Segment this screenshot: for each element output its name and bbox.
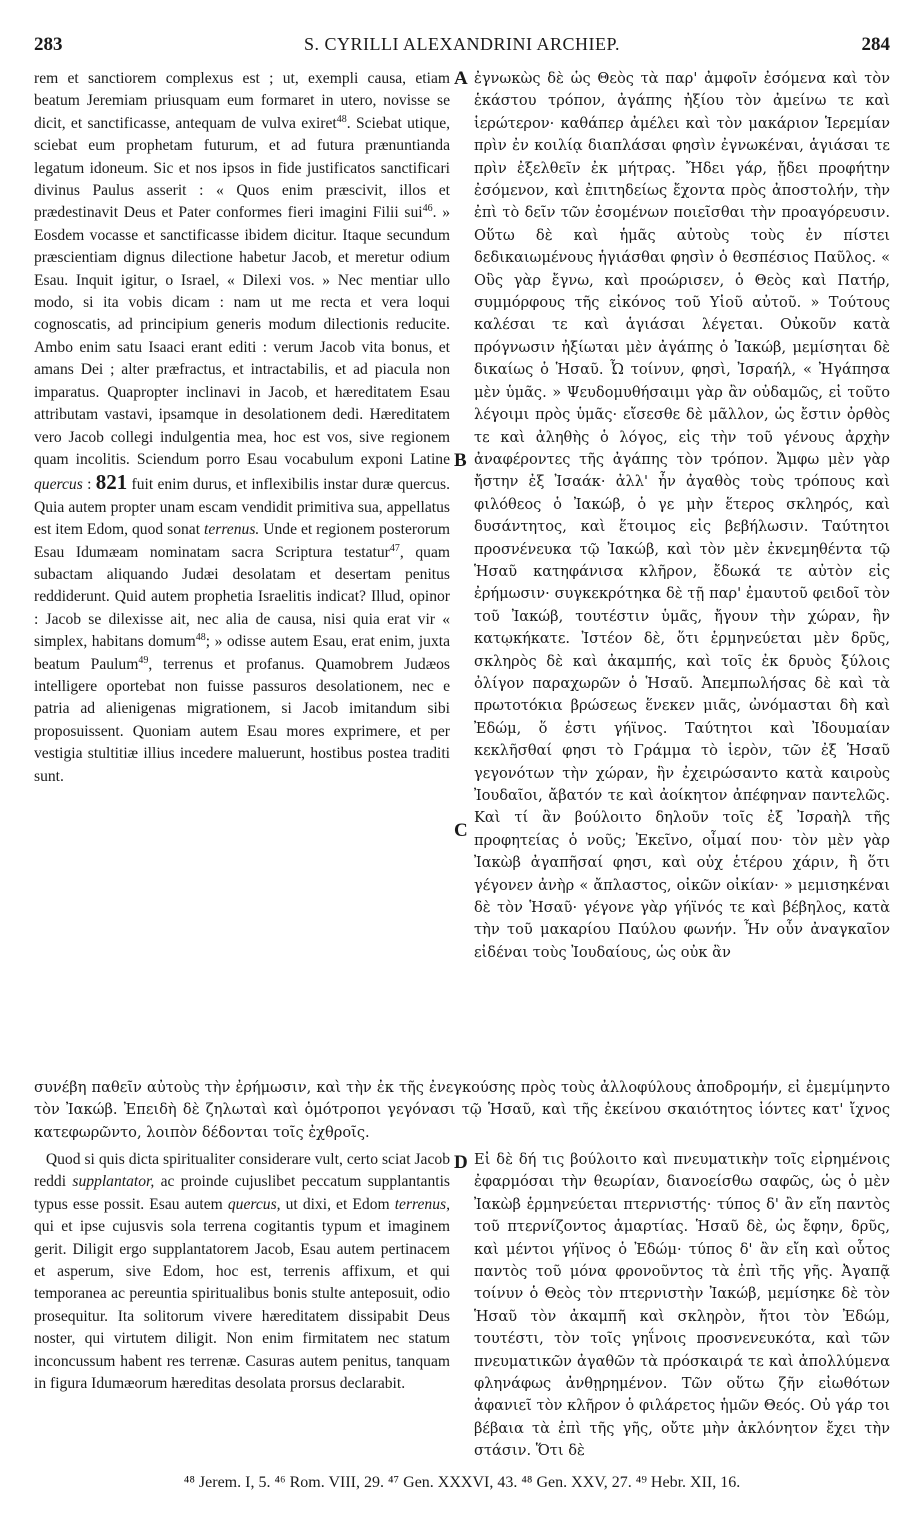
footnote-ref: 47 (389, 542, 400, 554)
page-number-left: 283 (34, 34, 63, 55)
latin-text: . Sciebat utique, sciebat eum prophetam futurum, et ad futura prænuntianda legatum idoneum. Sic et nos ipsos in fide justificatos sanctificari divinus Paulus asserit : « Quos enim præscivit, illos et prædestinavit Deus et Pater conformes fieri imagini Filii sui (34, 114, 451, 222)
column-number: 821 (95, 470, 128, 495)
latin-text: qui et ipse cujusvis sola terrena cogitantis typum et imaginem gerit. Diligit ergo supplantatorem Jacob, Esau autem pertinacem et asperum, sive Edom, hoc est, terrenis affixum, et qui temporanea ac pereuntia spiritualibus bonis stulte anteposuit, odio prosequitur. Ita solitorum vivere hæreditatem dissipabit Deus noster, qui virtutem diligit. Non enim firmitatem nec statum inconcussum habent res terrenæ. Casuras autem penitus, tanquam in figura Idumæorum hæreditas desolata prorsus declarabit. (34, 1218, 450, 1393)
section-marker-c: C (454, 820, 468, 841)
greek-paragraph: συνέβη παθεῖν αὐτοὺς τὴν ἐρήμωσιν, καὶ τὴν ἐκ τῆς ἐνεγκούσης πρὸς τοὺς ἀλλοφύλους ἀποδρομήν, εἰ ἐμεμίμηντο τὸν Ἰακώβ. Ἐπειδὴ δὲ ζηλωταὶ καὶ ὁμότροποι γεγόνασι τῷ Ἡσαῦ, καὶ τῆς ἐκείνου σκαιότητος ἰόντες κατ' ἴχνος κατεφωρῶντο, λοιπὸν δέδονται τοῖς ἐχθροῖς. (34, 1079, 890, 1141)
footnote-ref: 46 (422, 203, 433, 215)
latin-italic-term: terrenus, (394, 1195, 450, 1213)
latin-paragraph: rem et sanctiorem complexus est ; ut, exempli causa, etiam beatum Jeremiam priusquam eum formaret in utero, novisse se dicit, et sanctificasse, antequam de vulva exiret$^{48}$. Sciebat utique, sciebat eum prophetam futurum, et ad futura prænuntianda legatum idoneum. Sic et nos ipsos in fide justificatos sanctificari divinus Paulus asserit : « Quos enim præscivit, illos et prædestinavit Deus et Pater conformes fieri imagini Filii sui$^{46}$. » Eosdem vocasse et sanctificasse ibidem dicitur. Itaque secundum præscientiam dignus dilectione habetur Jacob, et meretur odium Esau. Inquit igitur, o Israel, « Dilexi vos. » Nec mentiar ullo modo, si ita vobis dicam : nam ut me recta et vera loqui cognoscatis, ad principium generis modum dilectionis reducite. Ambo enim satu Isaaci erant editi : verum Jacob vita bonus, et amans Dei ; alter præfractus, et intractabilis, et ad piacula non imparatus. Quapropter inclinavi in Jacob, et hæreditatem Esau attributam vastavi, ipsamque in desolationem dedi. Hæreditatem vero Jacob collegi indulgentia mea, hoc est vos, sive regionem quam incolitis. Sciendum porro Esau vocabulum exponi Latine quercus : 821 fuit enim durus, et inflexibilis instar duræ quercus. Quia autem propter unam escam vendidit primitiva sua, appellatus est item Edom, quod sonat terrenus. Unde et regionem posterorum Esau Idumæam nominatam sacra Scriptura testatur$^{47}$, quam subactam aliquando Judæi desolatam et desertam penitus reddiderunt. Quid autem prophetia Israelitis indicat? Illud, opinor : Jacob se dilexisse ait, nec alia de causa, nisi quia erat vir « simplex, habitans domum$^{48}$; » odisse autem Esau, erat enim, juxta beatum Paulum$^{49}$, terrenus et profanus. Quamobrem Judæos intelligere oportebat non fuisse passuros desolationem, nec e patria ad alienigenas migrationem, si Jacob imitandum sibi proposuissent. Quoniam autem Esau mores exprimere, et per vestigia stultitiæ illius incedere maluerunt, hostibus postea traditi sunt. (34, 70, 451, 785)
latin-text: ac proinde cujuslibet peccatum supplantantis typus esse possit. Esau autem (34, 1173, 450, 1213)
latin-text: , terrenus et profanus. Quamobrem Judæos intelligere oportebat non fuisse passuros desolationem, nec e patria ad alienigenas migrationem, si Jacob imitandum sibi proposuissent. Quoniam autem Esau mores exprimere, et per vestigia stultitiæ illius incedere maluerunt, hostibus postea traditi sunt. (34, 655, 450, 785)
latin-text: , quam subactam aliquando Judæi desolatam et desertam penitus reddiderunt. Quid autem prophetia Israelitis indicat? Illud, opinor : Jacob se dilexisse ait, nec alia de causa, nisi quia erat vir « simplex, habitans domum (34, 543, 450, 651)
latin-italic-term: terrenus. (204, 521, 260, 539)
section-marker-b: B (454, 450, 467, 471)
section-marker-a: A (454, 68, 468, 89)
page-header (34, 34, 890, 62)
greek-paragraph: Εἰ δὲ δή τις βούλοιτο καὶ πνευματικὴν τοῖς εἰρημένοις ἐφαρμόσαι τὴν θεωρίαν, διανοείσθω σαφῶς, ὡς ὁ μὲν Ἰακὼβ ἑρμηνεύεται πτερνιστής· τύπος δ' ἂν εἴη παντὸς τοῦ πτερνίζοντος ἁμαρτίας. Ἡσαῦ δὲ, ὡς ἔφην, δρῦς, καὶ μέντοι γήϊνος ὁ Ἐδώμ· τύπος δ' ἂν εἴη καὶ οὗτος παντὸς τοῦ μόνα φρονοῦντος τὰ ἐπὶ τῆς γῆς. Ἀγαπᾷ τοίνυν ὁ Θεὸς τὸν πτερνιστὴν Ἰακώβ, μεμίσηκε δὲ τὸν Ἡσαῦ τὸν ἀκαμπῆ καὶ σκληρὸν, ἤτοι τὸν Ἐδώμ, τουτέστι, τὸν τοῖς γηΐνοις προσνενευκότα, καὶ τῶν πνευματικῶν ἀγαθῶν τὰ πρόσκαιρά τε καὶ ἀπολλύμενα φληνάφως ἀνθῃρημένον. Τῶν οὕτω ζῆν εἰωθότων ἀφανιεῖ τὸν κλῆρον ὁ φιλάρετος ἡμῶν Θεός. Οὐ γάρ τοι βέβαια τὰ ἐπὶ τῆς γῆς, οὔτε μὴν ἀκλόνητον ἔχει τὴν στάσιν. Ὅτι δὲ (474, 1151, 890, 1460)
latin-column-upper (34, 68, 450, 1076)
greek-column-lower (474, 1149, 890, 1460)
greek-paragraph: ἐγνωκὼς δὲ ὡς Θεὸς τὰ παρ' ἀμφοῖν ἐσόμενα καὶ τὸν ἑκάστου τρόπον, ἀγάπης ἠξίου τὸν ἀμείνω τε καὶ ἱερώτερον· καθάπερ ἀμέλει καὶ τὸν μακάριον Ἱερεμίαν πρὶν ἐν κοιλίᾳ διαπλάσαι φησὶν ἐγνωκέναι, ἁγιάσαι τε πρὶν ἐξελθεῖν ἐκ μήτρας. Ἤδει γάρ, ᾔδει προφήτην ἐσόμενον, καὶ ἐπιτηδείως ἔχοντα πρὸς ἀποστολήν, τὴν ἐπὶ τὸ δεῖν τῶν ἐσομένων ποιεῖσθαι τὴν προαγόρευσιν. Οὕτω δὲ καὶ ἡμᾶς αὐτοὺς τοὺς ἐν πίστει δεδικαιωμένους ἡγιάσθαι φησὶν ὁ θεσπέσιος Παῦλος. « Οὓς γὰρ ἔγνω, καὶ προώρισεν, ὁ Θεὸς καὶ Πατήρ, συμμόρφους τῆς εἰκόνος τοῦ Υἱοῦ αὐτοῦ. » Τούτους καλέσαι τε καὶ ἁγιάσαι λέγεται. Οὐκοῦν κατὰ πρόγνωσιν ἠξίωται μὲν ἀγάπης ὁ Ἰακώβ, μεμίσηται δὲ δικαίως ὁ Ἡσαῦ. Ὦ τοίνυν, φησὶ, Ἰσραήλ, « Ἠγάπησα μὲν ὑμᾶς. » Ψευδομυθήσαιμι γὰρ ἂν οὐδαμῶς, εἰ τοῦτο λέγοιμι πρὸς ὑμᾶς· εἴσεσθε δὲ μᾶλλον, ὡς ἔστιν ὀρθὸς τε καὶ ἀληθὴς ὁ λόγος, εἰς τὴν τοῦ γένους ἀρχὴν ἀναφέροντες τῆς ἀγάπης τὸν τρόπον. Ἄμφω μὲν γὰρ ἤστην ἐξ Ἰσαάκ· ἀλλ' ἦν ἀγαθὸς τοὺς τρόπους καὶ φιλόθεος ὁ Ἰακώβ, ὁ γε μὴν ἕτερος σκληρός, καὶ δυσάντητος, καὶ ἕτοιμος εἰς βεβήλωσιν. Ταύτητοι προσνένευκα τῷ Ἰακώβ, καὶ τὸν μὲν ἐκνεμηθέντα τῷ Ἡσαῦ κατηφάνισα κλῆρον, ἔδωκά τε αὐτὸν εἰς ἐρήμωσιν· συγκεκρότηκα δὲ τῇ παρ' ἐμαυτοῦ φειδοῖ τὸν τοῦ Ἰακώβ, τουτέστιν ὑμᾶς, ἤγουν τὴν χώραν, ἣν κατῳκήκατε. Ἰστέον δὲ, ὅτι ἑρμηνεύεται μὲν δρῦς, σκληρὸς δὲ καὶ ἀκαμπής, καὶ τοῖς ἐκ δρυὸς ξύλοις ὀλίγον παραχωρῶν ὁ Ἡσαῦ. Ἀπεμπωλήσας δὲ καὶ τὰ πρωτοτόκια βρώσεως ἕνεκεν μιᾶς, ὠνόμασται δὴ καὶ Ἐδώμ, ὅ ἐστι γήϊνος. Ταύτητοι καὶ Ἰδουμαίαν κεκλῆσθαί φησι τὸ Γράμμα τὸ ἱερὸν, τῶν ἐξ Ἡσαῦ γεγονότων τὴν χώραν, ἣν ἐχειρώσαντο κατὰ καιροὺς Ἰουδαῖοι, ἄβατόν τε καὶ ἀοίκητον ἀπέφηναν παντελῶς. Καὶ τί ἂν βούλοιτο δηλοῦν τοῖς ἐξ Ἰσραὴλ τῆς προφητείας ὁ νοῦς; Ἐκεῖνο, οἶμαί που· τὸν μὲν γὰρ Ἰακὼβ ἀγαπῆσαί φησι, καὶ οὐχ ἑτέρου χάριν, ἢ ὅτι γέγονεν ἀνὴρ « ἄπλαστος, οἰκῶν οἰκίαν· » μεμισηκέναι δὲ τὸν Ἡσαῦ· γέγονε γὰρ γήϊνός τε καὶ βέβηλος, κατὰ τὴν τοῦ μακαρίου Παύλου φωνήν. Ἦν οὖν ἀναγκαῖον εἰδέναι τοὺς Ἰουδαίους, ὡς οὐκ ἂν (474, 70, 890, 961)
latin-column-lower (34, 1149, 450, 1439)
latin-text: fuit enim durus, et inflexibilis instar duræ quercus. Quia autem propter unam escam vendidit primitiva sua, appellatus est item Edom, quod sonat (34, 476, 450, 539)
footnote-ref: 49 (138, 654, 149, 666)
greek-column-upper (474, 68, 890, 1076)
latin-italic-term: supplantator, (72, 1173, 155, 1191)
section-marker-d: D (454, 1152, 468, 1173)
latin-italic-term: quercus (34, 476, 83, 494)
footnote-ref: 48 (336, 113, 347, 125)
latin-text: Quod si quis dicta spiritualiter considerare vult, certo sciat Jacob reddi (34, 1151, 450, 1191)
greek-full-width-passage (34, 1077, 890, 1146)
page-title: S. CYRILLI ALEXANDRINI ARCHIEP. (303, 34, 620, 54)
footnotes: ⁴⁸ Jerem. I, 5. ⁴⁶ Rom. VIII, 29. ⁴⁷ Gen. XXXVI, 43. ⁴⁸ Gen. XXV, 27. ⁴⁹ Hebr. XII, 16. (183, 1474, 741, 1491)
latin-paragraph (34, 1149, 450, 1395)
latin-text: ; » odisse autem Esau, erat enim, juxta beatum Paulum (34, 633, 450, 673)
latin-italic-term: quercus, (227, 1195, 281, 1213)
latin-text: Unde et regionem posterorum Esau Idumæam nominatam sacra Scriptura testatur (34, 521, 451, 561)
latin-text: rem et sanctiorem complexus est ; ut, exempli causa, etiam beatum Jeremiam priusquam eum formaret in utero, novisse se dicit, et sanctificasse, antequam de vulva exiret (34, 70, 450, 132)
footnote-ref: 48 (195, 631, 206, 643)
latin-text: ut dixi, et Edom (285, 1195, 390, 1213)
page-number-right: 284 (861, 34, 890, 55)
latin-text: . » Eosdem vocasse et sanctificasse ibidem dicitur. Itaque secundum præscientiam dignus dilectione habetur Jacob, et meretur odium Esau. Inquit igitur, o Israel, « Dilexi vos. » Nec mentiar ullo modo, si ita vobis dicam : nam ut me recta et vera loqui cognoscatis, ad principium generis modum dilectionis reducite. Ambo enim satu Isaaci erant editi : verum Jacob vita bonus, et amans Dei ; alter præfractus, et intractabilis, et ad piacula non imparatus. Quapropter inclinavi in Jacob, et hæreditatem Esau attributam vastavi, ipsamque in desolationem dedi. Hæreditatem vero Jacob collegi indulgentia mea, hoc est vos, sive regionem quam incolitis. Sciendum porro Esau vocabulum exponi Latine (34, 204, 451, 468)
